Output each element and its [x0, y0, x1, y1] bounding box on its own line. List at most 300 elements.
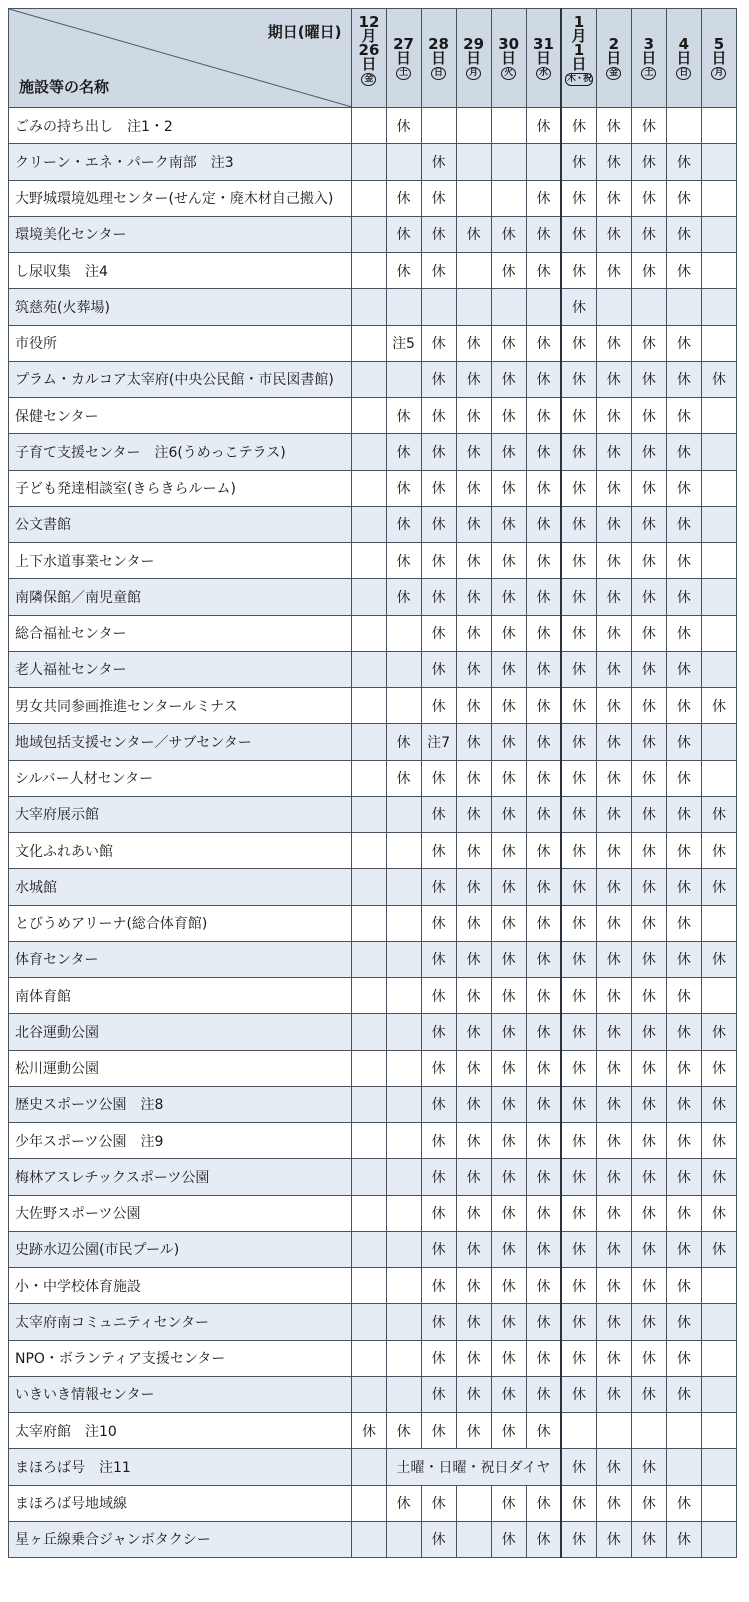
status-cell — [352, 144, 386, 180]
table-row — [9, 760, 737, 796]
status-cell: 休 — [421, 579, 456, 615]
status-cell — [421, 289, 456, 325]
status-cell: 休 — [666, 434, 701, 470]
status-cell — [352, 1014, 386, 1050]
weekday-badge: 月 — [466, 67, 481, 80]
table-row — [9, 1340, 737, 1376]
status-cell: 休 — [526, 1268, 561, 1304]
status-cell — [352, 216, 386, 252]
status-cell: 休 — [421, 1340, 456, 1376]
status-cell: 休 — [526, 651, 561, 687]
status-cell: 休 — [631, 724, 666, 760]
status-cell: 休 — [456, 941, 491, 977]
status-cell — [526, 289, 561, 325]
status-cell — [352, 978, 386, 1014]
status-cell — [701, 651, 736, 687]
status-cell: 休 — [421, 1521, 456, 1557]
status-cell: 休 — [596, 144, 631, 180]
status-cell: 休 — [456, 216, 491, 252]
status-cell — [352, 1376, 386, 1412]
status-cell: 休 — [526, 796, 561, 832]
status-cell: 休 — [456, 1086, 491, 1122]
status-cell: 休 — [631, 760, 666, 796]
status-cell: 休 — [491, 506, 526, 542]
table-row — [9, 543, 737, 579]
status-cell: 休 — [596, 724, 631, 760]
status-cell: 休 — [491, 833, 526, 869]
status-cell: 休 — [596, 325, 631, 361]
table-row — [9, 144, 737, 180]
day-header — [386, 9, 421, 108]
status-cell: 休 — [631, 688, 666, 724]
status-cell: 休 — [631, 796, 666, 832]
status-cell: 休 — [666, 1485, 701, 1521]
status-cell — [352, 579, 386, 615]
facility-name: 環境美化センター — [9, 216, 352, 252]
status-cell — [456, 1485, 491, 1521]
status-cell — [491, 289, 526, 325]
status-cell — [386, 1086, 421, 1122]
day-header-line: 月 — [571, 27, 587, 45]
status-cell: 休 — [526, 180, 561, 216]
status-cell: 休 — [666, 216, 701, 252]
header-corner — [9, 9, 352, 108]
facility-name: 歴史スポーツ公園 注8 — [9, 1086, 352, 1122]
status-cell: 休 — [421, 1485, 456, 1521]
status-cell — [386, 833, 421, 869]
status-cell — [352, 543, 386, 579]
status-cell: 休 — [456, 978, 491, 1014]
day-header — [631, 9, 666, 108]
day-header-line: 29 — [463, 35, 485, 53]
status-cell: 休 — [596, 180, 631, 216]
status-cell: 休 — [526, 905, 561, 941]
status-cell: 休 — [596, 1050, 631, 1086]
day-header — [421, 9, 456, 108]
day-header-line: 日 — [361, 55, 377, 73]
facility-name: 梅林アスレチックスポーツ公園 — [9, 1159, 352, 1195]
day-header-line: 27 — [393, 35, 414, 53]
status-cell — [386, 1340, 421, 1376]
status-cell: 休 — [456, 1340, 491, 1376]
weekday-badge: 金 — [606, 67, 621, 80]
status-cell: 休 — [666, 941, 701, 977]
status-cell: 休 — [631, 1050, 666, 1086]
status-cell: 休 — [421, 470, 456, 506]
status-cell: 休 — [456, 543, 491, 579]
table-row — [9, 506, 737, 542]
facility-name: シルバー人材センター — [9, 760, 352, 796]
facility-name: 大佐野スポーツ公園 — [9, 1195, 352, 1231]
day-header-text — [352, 15, 385, 86]
status-cell: 休 — [666, 688, 701, 724]
status-cell: 休 — [561, 1231, 596, 1267]
status-cell: 休 — [526, 941, 561, 977]
status-cell — [666, 1449, 701, 1485]
status-cell: 休 — [526, 833, 561, 869]
status-cell — [701, 108, 736, 144]
status-cell: 休 — [631, 579, 666, 615]
status-cell: 休 — [561, 1268, 596, 1304]
status-cell: 休 — [491, 325, 526, 361]
status-cell: 休 — [526, 506, 561, 542]
day-header-line: 月 — [361, 27, 377, 45]
status-cell: 休 — [491, 361, 526, 397]
status-cell: 休 — [596, 760, 631, 796]
status-cell: 休 — [631, 180, 666, 216]
status-cell: 休 — [561, 216, 596, 252]
status-cell: 休 — [456, 1376, 491, 1412]
status-cell — [666, 1413, 701, 1449]
status-cell — [352, 506, 386, 542]
status-cell — [386, 651, 421, 687]
status-cell — [386, 1231, 421, 1267]
status-cell: 休 — [666, 543, 701, 579]
status-cell — [352, 398, 386, 434]
weekday-badge: 日 — [431, 67, 446, 80]
status-cell: 休 — [491, 253, 526, 289]
status-cell: 休 — [666, 1050, 701, 1086]
status-cell: 休 — [561, 760, 596, 796]
status-cell — [701, 1521, 736, 1557]
table-row — [9, 216, 737, 252]
status-cell: 休 — [701, 1014, 736, 1050]
status-cell — [701, 1340, 736, 1376]
status-cell: 休 — [631, 1231, 666, 1267]
day-header-line: 日 — [606, 49, 622, 67]
status-cell: 休 — [631, 144, 666, 180]
table-row — [9, 1014, 737, 1050]
status-cell: 休 — [491, 688, 526, 724]
status-cell: 休 — [456, 651, 491, 687]
status-cell: 休 — [526, 1413, 561, 1449]
day-header — [666, 9, 701, 108]
facility-name: 地域包括支援センター／サブセンター — [9, 724, 352, 760]
table-row — [9, 1050, 737, 1086]
table-row — [9, 1123, 737, 1159]
status-cell: 休 — [491, 1340, 526, 1376]
status-cell — [456, 108, 491, 144]
status-cell: 休 — [421, 1159, 456, 1195]
status-cell: 休 — [701, 1086, 736, 1122]
status-cell: 休 — [526, 869, 561, 905]
status-cell: 休 — [491, 1521, 526, 1557]
status-cell — [352, 760, 386, 796]
status-cell: 休 — [561, 470, 596, 506]
status-cell — [386, 978, 421, 1014]
status-cell: 注5 — [386, 325, 421, 361]
facility-name: まほろば号地域線 — [9, 1485, 352, 1521]
facility-name: 上下水道事業センター — [9, 543, 352, 579]
closure-table — [8, 8, 737, 1558]
status-cell: 休 — [491, 615, 526, 651]
status-cell — [701, 434, 736, 470]
weekday-badge: 木・祝 — [567, 74, 592, 84]
status-cell: 休 — [596, 869, 631, 905]
status-cell: 休 — [631, 1521, 666, 1557]
status-cell — [701, 543, 736, 579]
status-cell: 休 — [631, 941, 666, 977]
day-header-line: 12 — [358, 13, 380, 31]
status-cell: 休 — [526, 724, 561, 760]
status-cell: 休 — [491, 941, 526, 977]
status-cell: 休 — [596, 1376, 631, 1412]
day-header — [491, 9, 526, 108]
facility-name: 太宰府南コミュニティセンター — [9, 1304, 352, 1340]
status-cell: 休 — [596, 108, 631, 144]
day-header-text — [597, 15, 631, 80]
status-cell — [386, 144, 421, 180]
facility-name: 大宰府展示館 — [9, 796, 352, 832]
table-row — [9, 1449, 737, 1485]
facility-name: 保健センター — [9, 398, 352, 434]
status-cell: 休 — [386, 434, 421, 470]
status-cell — [386, 869, 421, 905]
status-cell — [701, 905, 736, 941]
status-cell — [491, 144, 526, 180]
day-header-text — [492, 15, 526, 80]
day-header-line: 4 — [678, 35, 690, 53]
table-row — [9, 941, 737, 977]
table-row — [9, 688, 737, 724]
status-cell — [701, 1376, 736, 1412]
status-cell: 休 — [456, 1050, 491, 1086]
status-cell: 休 — [596, 651, 631, 687]
status-cell: 休 — [596, 361, 631, 397]
status-cell: 休 — [491, 1485, 526, 1521]
status-cell: 休 — [561, 1195, 596, 1231]
status-cell — [701, 470, 736, 506]
status-cell: 休 — [631, 506, 666, 542]
day-header-line: 日 — [571, 55, 587, 73]
status-cell: 休 — [666, 470, 701, 506]
status-cell: 休 — [491, 1159, 526, 1195]
status-cell — [352, 1485, 386, 1521]
status-cell: 休 — [456, 1231, 491, 1267]
table-row — [9, 869, 737, 905]
status-cell: 休 — [561, 543, 596, 579]
status-cell: 休 — [421, 869, 456, 905]
status-cell — [386, 941, 421, 977]
status-cell: 休 — [491, 869, 526, 905]
status-cell: 休 — [631, 470, 666, 506]
facility-column-label: 施設等の名称 — [19, 78, 110, 96]
status-cell: 休 — [456, 470, 491, 506]
facility-name: 子ども発達相談室(きらきらルーム) — [9, 470, 352, 506]
status-cell: 休 — [491, 724, 526, 760]
status-cell — [352, 688, 386, 724]
status-cell — [421, 108, 456, 144]
status-cell: 休 — [526, 325, 561, 361]
status-cell: 休 — [526, 1340, 561, 1376]
status-cell: 休 — [666, 1304, 701, 1340]
table-row — [9, 1231, 737, 1267]
status-cell: 休 — [666, 398, 701, 434]
status-cell — [491, 180, 526, 216]
facility-name: 総合福祉センター — [9, 615, 352, 651]
facility-name: 南隣保館／南児童館 — [9, 579, 352, 615]
status-cell: 休 — [666, 796, 701, 832]
status-cell — [352, 434, 386, 470]
status-cell: 休 — [561, 1485, 596, 1521]
status-cell: 休 — [596, 796, 631, 832]
status-cell: 休 — [631, 833, 666, 869]
facility-name: 男女共同参画推進センタールミナス — [9, 688, 352, 724]
status-cell: 休 — [596, 470, 631, 506]
day-header — [352, 9, 386, 108]
status-cell — [386, 361, 421, 397]
status-cell — [386, 1159, 421, 1195]
status-cell — [352, 905, 386, 941]
facility-name: まほろば号 注11 — [9, 1449, 352, 1485]
status-cell: 休 — [456, 615, 491, 651]
status-cell — [701, 615, 736, 651]
day-header-line: 26 — [358, 41, 380, 59]
status-cell — [561, 1413, 596, 1449]
table-row — [9, 1268, 737, 1304]
status-cell: 休 — [491, 1014, 526, 1050]
status-cell: 休 — [631, 398, 666, 434]
status-cell: 休 — [561, 796, 596, 832]
status-cell: 休 — [631, 1014, 666, 1050]
status-cell — [456, 253, 491, 289]
status-cell: 休 — [631, 108, 666, 144]
status-cell: 休 — [561, 108, 596, 144]
status-cell — [386, 1195, 421, 1231]
status-cell: 休 — [596, 1485, 631, 1521]
table-row — [9, 108, 737, 144]
status-cell: 休 — [666, 905, 701, 941]
status-cell: 休 — [491, 905, 526, 941]
status-cell: 休 — [491, 216, 526, 252]
facility-name: 筑慈苑(火葬場) — [9, 289, 352, 325]
table-row — [9, 1195, 737, 1231]
status-cell: 休 — [421, 180, 456, 216]
status-cell: 休 — [701, 1050, 736, 1086]
status-cell: 休 — [491, 1268, 526, 1304]
status-cell: 休 — [631, 1086, 666, 1122]
table-row — [9, 615, 737, 651]
day-header — [596, 9, 631, 108]
status-cell: 休 — [421, 796, 456, 832]
status-cell: 休 — [421, 941, 456, 977]
facility-name: 市役所 — [9, 325, 352, 361]
status-cell: 休 — [386, 216, 421, 252]
status-cell: 休 — [631, 1340, 666, 1376]
facility-name: 少年スポーツ公園 注9 — [9, 1123, 352, 1159]
facility-name: 小・中学校体育施設 — [9, 1268, 352, 1304]
table-row — [9, 1304, 737, 1340]
status-cell: 休 — [596, 216, 631, 252]
status-cell: 休 — [666, 760, 701, 796]
weekday-badge: 月 — [711, 67, 726, 80]
table-row — [9, 905, 737, 941]
status-cell — [701, 216, 736, 252]
status-cell: 休 — [421, 144, 456, 180]
facility-name: 南体育館 — [9, 978, 352, 1014]
status-cell — [701, 579, 736, 615]
status-cell: 休 — [386, 1413, 421, 1449]
status-cell: 休 — [491, 398, 526, 434]
table-row — [9, 1376, 737, 1412]
status-cell: 休 — [456, 1123, 491, 1159]
status-cell: 休 — [596, 688, 631, 724]
status-cell: 休 — [421, 1304, 456, 1340]
status-cell — [386, 796, 421, 832]
status-cell — [701, 253, 736, 289]
status-cell: 休 — [631, 325, 666, 361]
status-cell — [352, 1268, 386, 1304]
status-cell: 休 — [526, 1159, 561, 1195]
status-cell: 休 — [421, 253, 456, 289]
day-header-line: 日 — [641, 49, 657, 67]
status-cell: 休 — [561, 869, 596, 905]
status-cell: 休 — [386, 470, 421, 506]
status-cell: 休 — [526, 361, 561, 397]
status-cell — [352, 1086, 386, 1122]
status-cell: 休 — [561, 361, 596, 397]
status-cell — [666, 108, 701, 144]
status-cell: 休 — [561, 1050, 596, 1086]
day-header-line: 日 — [535, 49, 551, 67]
status-cell — [352, 1050, 386, 1086]
status-cell: 休 — [491, 579, 526, 615]
status-cell — [352, 180, 386, 216]
status-cell: 休 — [421, 216, 456, 252]
status-cell — [596, 1413, 631, 1449]
status-cell: 休 — [631, 1159, 666, 1195]
facility-name: 水城館 — [9, 869, 352, 905]
status-cell: 休 — [631, 1449, 666, 1485]
day-column-label: 期日(曜日) — [267, 23, 342, 41]
status-cell: 休 — [386, 506, 421, 542]
status-cell: 休 — [456, 1268, 491, 1304]
status-cell: 休 — [526, 688, 561, 724]
status-cell — [386, 289, 421, 325]
status-cell: 休 — [561, 1521, 596, 1557]
status-cell: 休 — [596, 1123, 631, 1159]
status-cell — [701, 1268, 736, 1304]
status-cell: 休 — [666, 1231, 701, 1267]
status-cell — [352, 1123, 386, 1159]
status-cell: 休 — [631, 1123, 666, 1159]
status-cell: 休 — [421, 1268, 456, 1304]
status-cell: 休 — [421, 905, 456, 941]
status-cell: 休 — [456, 760, 491, 796]
status-cell: 休 — [421, 833, 456, 869]
table-row — [9, 1159, 737, 1195]
day-header-line: 1 — [573, 41, 585, 59]
status-cell: 休 — [561, 978, 596, 1014]
status-cell: 休 — [631, 253, 666, 289]
day-header — [701, 9, 736, 108]
status-cell: 休 — [491, 1123, 526, 1159]
status-cell — [386, 1521, 421, 1557]
status-cell — [456, 1521, 491, 1557]
status-cell: 休 — [526, 1376, 561, 1412]
day-header-line: 日 — [711, 49, 727, 67]
status-cell: 注7 — [421, 724, 456, 760]
status-cell: 休 — [561, 1340, 596, 1376]
status-cell — [596, 289, 631, 325]
status-cell: 休 — [491, 1231, 526, 1267]
status-cell: 休 — [666, 579, 701, 615]
status-cell: 休 — [421, 760, 456, 796]
table-row — [9, 470, 737, 506]
status-cell — [701, 1304, 736, 1340]
status-cell — [456, 144, 491, 180]
status-cell — [701, 398, 736, 434]
